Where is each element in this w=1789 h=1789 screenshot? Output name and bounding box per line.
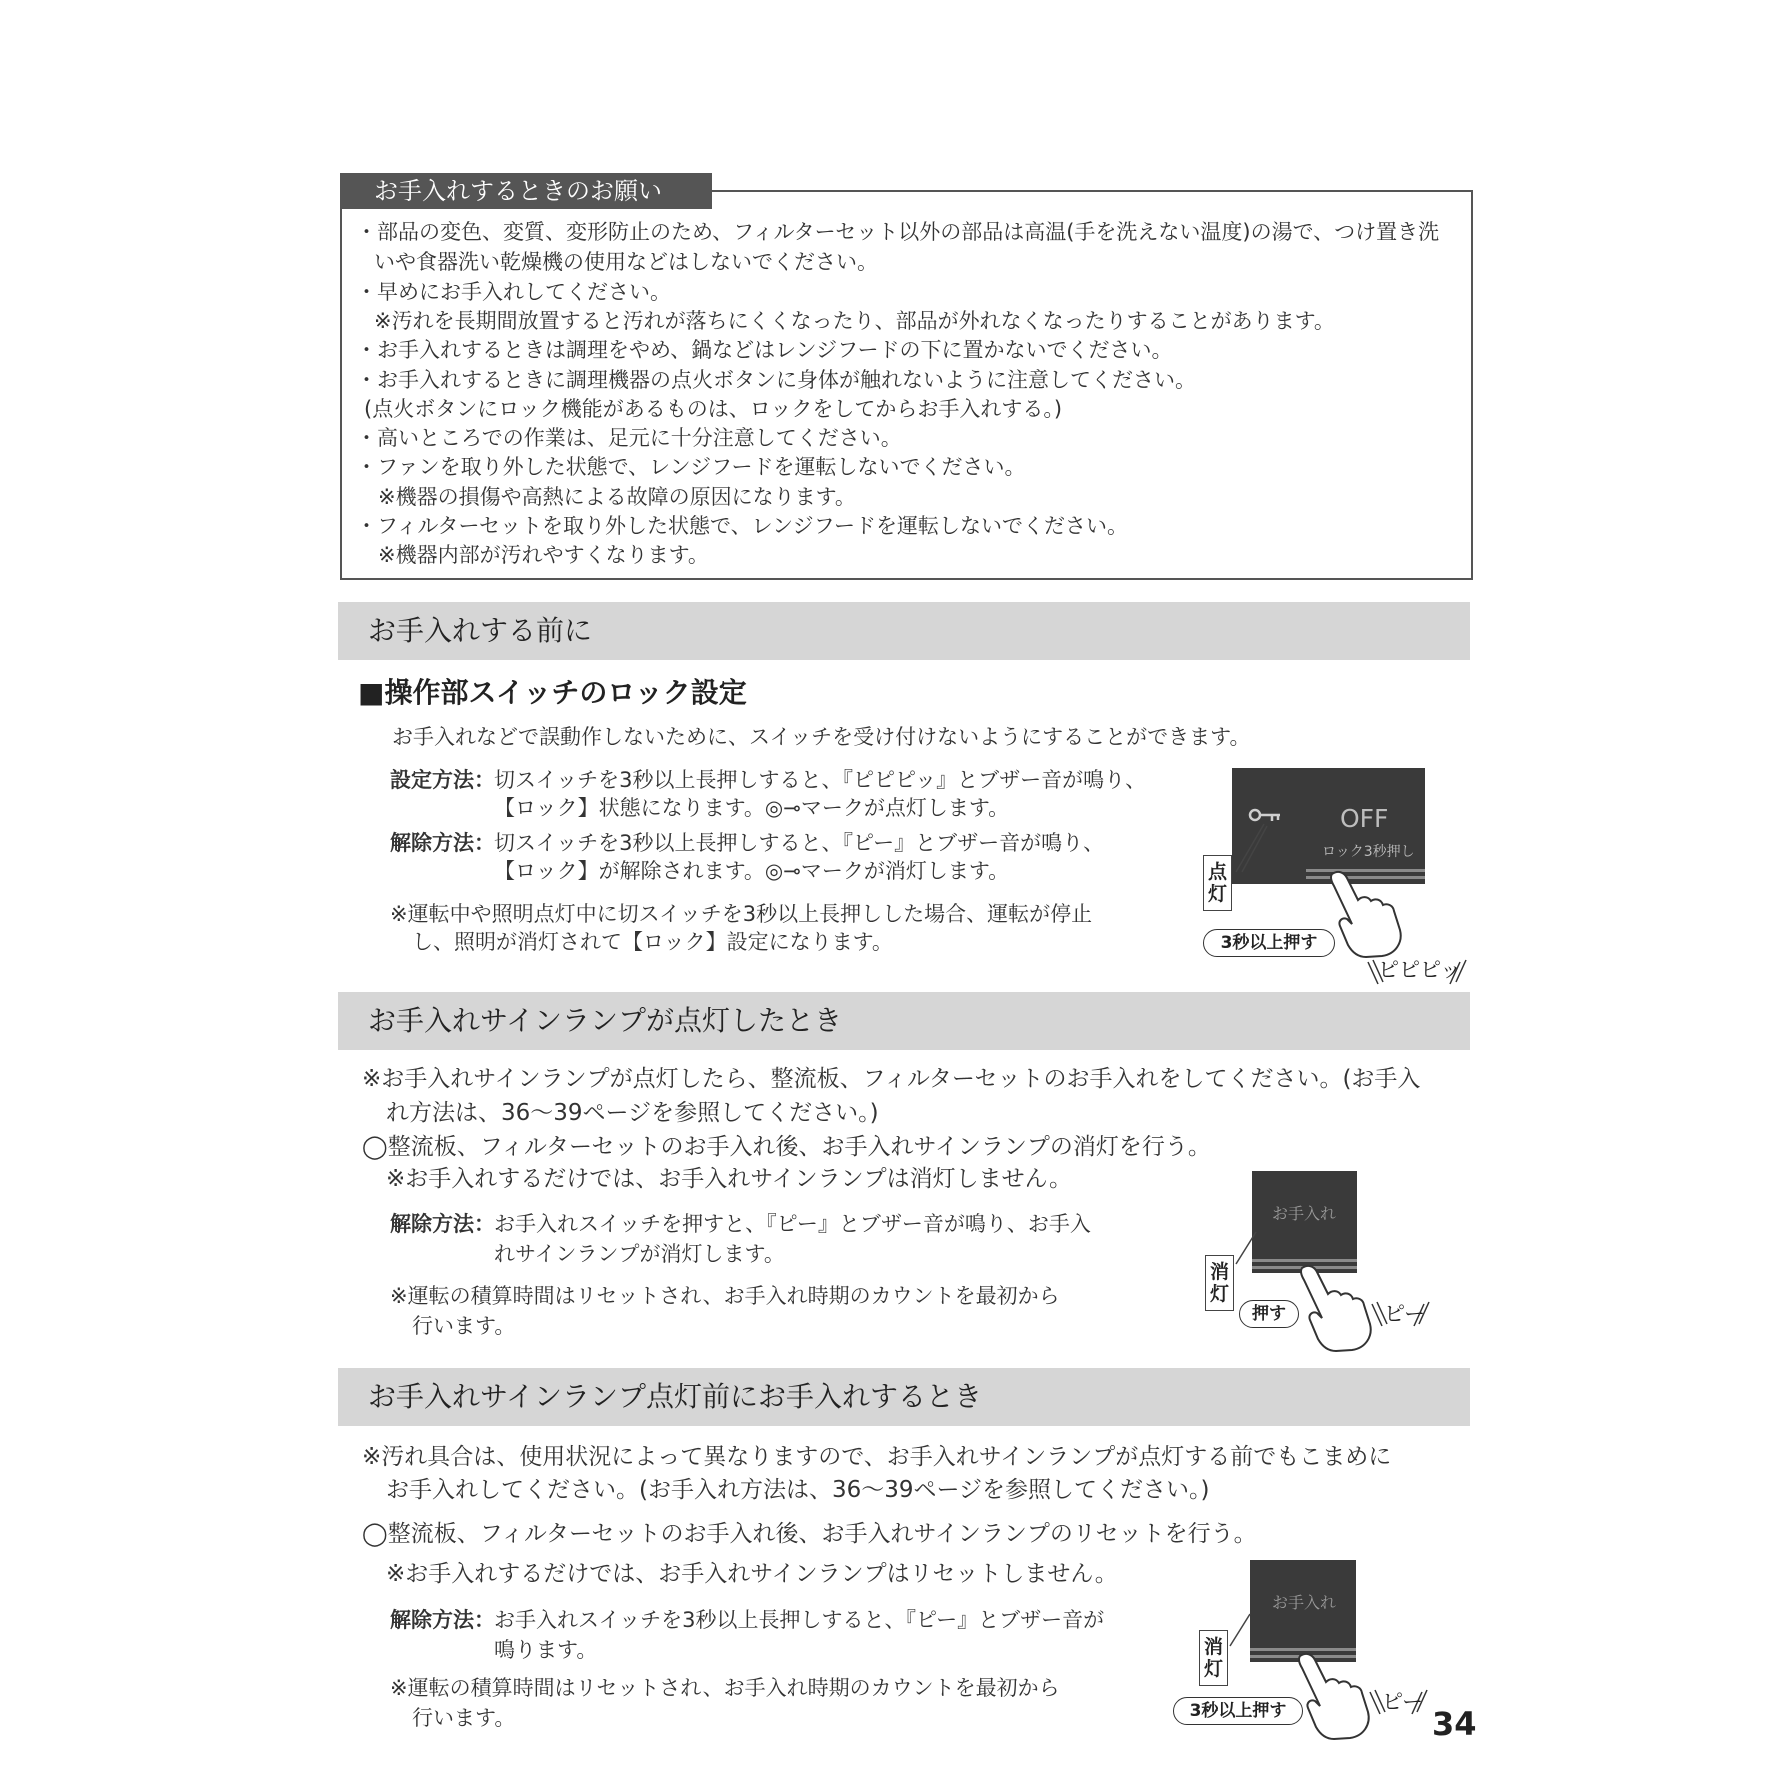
- reset-note-line: ※運転の積算時間はリセットされ、お手入れ時期のカウントを最初から: [390, 1676, 1060, 1700]
- press-pill: 押す: [1239, 1300, 1299, 1328]
- off-callout: 消灯: [1199, 1630, 1228, 1686]
- release-method-line: れサインランプが消灯します。: [494, 1242, 785, 1266]
- sign-lamp-line: ◯整流板、フィルターセットのお手入れ後、お手入れサインランプの消灯を行う。: [362, 1134, 1211, 1160]
- callout-pointer: [1230, 820, 1270, 880]
- reset-note-line: ※運転の積算時間はリセットされ、お手入れ時期のカウントを最初から: [390, 1284, 1060, 1308]
- caution-line: ・部品の変色、変質、変形防止のため、フィルターセット以外の部品は高温(手を洗えない温度)の湯で、つけ置き洗: [356, 220, 1440, 244]
- hand-pointer-icon: [1328, 868, 1404, 958]
- release-method-label: 解除方法：: [390, 1608, 495, 1632]
- caution-line: (点火ボタンにロック機能があるものは、ロックをしてからお手入れする。): [364, 397, 1063, 421]
- hold-3s-pill: 3秒以上押す: [1173, 1697, 1303, 1725]
- lock-intro: お手入れなどで誤動作しないために、スイッチを受け付けないようにすることができます。: [392, 725, 1251, 749]
- beep-sound-label: ピー: [1384, 1302, 1426, 1326]
- beep-sound-label: ピピピッ: [1378, 958, 1462, 982]
- early-care-line: ※汚れ具合は、使用状況によって異なりますので、お手入れサインランプが点灯する前でもこまめに: [362, 1444, 1392, 1470]
- panel-lock-label: ロック3秒押し: [1322, 844, 1415, 860]
- caution-line: ・早めにお手入れしてください。: [356, 280, 671, 304]
- callout-pointer: [1232, 1230, 1262, 1270]
- caution-line: ・フィルターセットを取り外した状態で、レンジフードを運転しないでください。: [356, 514, 1128, 538]
- callout-pointer: [1226, 1612, 1256, 1652]
- release-method-line: 【ロック】が解除されます。◎⊸マークが消灯します。: [494, 859, 1010, 883]
- early-care-line: お手入れしてください。(お手入れ方法は、36〜39ページを参照してください。): [386, 1477, 1210, 1503]
- reset-note-line: 行います。: [412, 1706, 516, 1730]
- sign-lamp-line: ※お手入れするだけでは、お手入れサインランプは消灯しません。: [386, 1166, 1073, 1192]
- caution-line: ・高いところでの作業は、足元に十分注意してください。: [356, 426, 902, 450]
- hold-3s-pill: 3秒以上押す: [1203, 929, 1335, 957]
- lit-callout: 点灯: [1203, 855, 1232, 911]
- set-method-line: 切スイッチを3秒以上長押しすると、『ピピピッ』とブザー音が鳴り、: [494, 768, 1147, 792]
- sign-lamp-line: ※お手入れサインランプが点灯したら、整流板、フィルターセットのお手入れをしてください。(お手入: [362, 1066, 1421, 1092]
- caution-line: ・お手入れするときに調理機器の点火ボタンに身体が触れないように注意してください。: [356, 368, 1196, 392]
- release-method-line: 鳴ります。: [494, 1638, 598, 1662]
- early-care-line: ※お手入れするだけでは、お手入れサインランプはリセットしません。: [386, 1561, 1118, 1587]
- off-callout: 消灯: [1205, 1255, 1234, 1311]
- caution-line: いや食器洗い乾燥機の使用などはしないでください。: [374, 250, 878, 274]
- panel-care-label: お手入れ: [1272, 1593, 1337, 1612]
- release-method-label: 解除方法：: [390, 1212, 495, 1236]
- lock-note-line: し、照明が消灯されて【ロック】設定になります。: [412, 930, 893, 954]
- hand-pointer-icon: [1298, 1262, 1374, 1352]
- caution-line: ※機器内部が汚れやすくなります。: [378, 543, 709, 567]
- lock-note-line: ※運転中や照明点灯中に切スイッチを3秒以上長押しした場合、運転が停止: [390, 902, 1093, 926]
- sign-lamp-line: れ方法は、36〜39ページを参照してください。): [386, 1100, 879, 1126]
- hand-pointer-icon: [1296, 1650, 1372, 1740]
- section-header-before-cleaning: [338, 602, 1470, 660]
- section-title: お手入れする前に: [368, 614, 593, 647]
- section-title: お手入れサインランプ点灯前にお手入れするとき: [368, 1380, 983, 1413]
- caution-title: お手入れするときのお願い: [340, 173, 712, 209]
- set-method-line: 【ロック】状態になります。◎⊸マークが点灯します。: [494, 796, 1010, 820]
- panel-care-label: お手入れ: [1272, 1204, 1337, 1223]
- section-title: お手入れサインランプが点灯したとき: [368, 1004, 843, 1037]
- page-number: 34: [1432, 1705, 1477, 1743]
- section-header-before-sign-lamp: [338, 1368, 1470, 1426]
- release-method-label: 解除方法：: [390, 831, 495, 855]
- beep-sound-label: ピー: [1382, 1690, 1424, 1714]
- set-method-label: 設定方法：: [390, 768, 495, 792]
- release-method-line: お手入れスイッチを3秒以上長押しすると、『ピー』とブザー音が: [494, 1608, 1105, 1632]
- reset-note-line: 行います。: [412, 1314, 516, 1338]
- release-method-line: 切スイッチを3秒以上長押しすると、『ピー』とブザー音が鳴り、: [494, 831, 1105, 855]
- caution-line: ・ファンを取り外した状態で、レンジフードを運転しないでください。: [356, 455, 1026, 479]
- lock-setting-heading: ■操作部スイッチのロック設定: [358, 676, 747, 709]
- caution-line: ・お手入れするときは調理をやめ、鍋などはレンジフードの下に置かないでください。: [356, 338, 1173, 362]
- panel-off-label: OFF: [1340, 804, 1389, 833]
- section-header-sign-lamp-lit: [338, 992, 1470, 1050]
- caution-line: ※機器の損傷や高熱による故障の原因になります。: [378, 485, 856, 509]
- early-care-line: ◯整流板、フィルターセットのお手入れ後、お手入れサインランプのリセットを行う。: [362, 1521, 1257, 1547]
- release-method-line: お手入れスイッチを押すと、『ピー』とブザー音が鳴り、お手入: [494, 1212, 1091, 1236]
- caution-divider: [712, 190, 1473, 192]
- caution-line: ※汚れを長期間放置すると汚れが落ちにくくなったり、部品が外れなくなったりすることがあります。: [374, 309, 1335, 333]
